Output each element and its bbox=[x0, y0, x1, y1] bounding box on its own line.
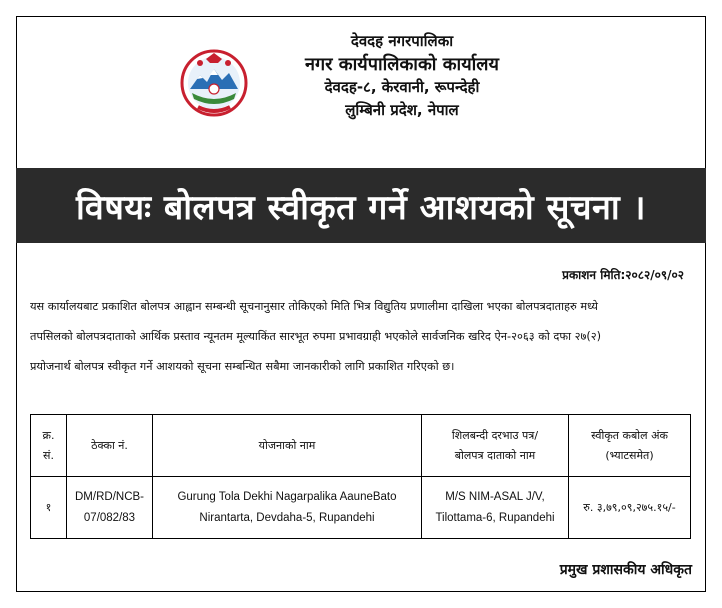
cell-project-name: Gurung Tola Dekhi Nagarpalika AauneBato Nirantarta, Devdaha-5, Rupandehi bbox=[153, 477, 422, 539]
header-project-name: योजनाको नाम bbox=[153, 415, 422, 477]
paragraph-line: तपसिलको बोलपत्रदाताको आर्थिक प्रस्ताव न्यूनतम मूल्याकिंत सारभूत रुपमा प्रभावग्राही भएकोले सार्वजनिक खरिद ऐन-२०६३ को दफा २७(२) bbox=[30, 330, 602, 343]
header-contract-no: ठेक्का नं. bbox=[67, 415, 153, 477]
subject-banner bbox=[16, 168, 706, 243]
paragraph-line: प्रयोजनार्थ बोलपत्र स्वीकृत गर्ने आशयको सूचना सम्बन्धित सबैमा जानकारीको लागि प्रकाशित गरिएको छ। bbox=[30, 360, 455, 373]
cell-accepted-amount: रु. ३,७९,०९,२७५.१५/- bbox=[569, 477, 691, 539]
municipality-name: देवदह नगरपालिका bbox=[350, 32, 454, 50]
province-country: लुम्बिनी प्रदेश, नेपाल bbox=[345, 101, 459, 119]
header-accepted-amount: स्वीकृत कबोल अंक (भ्याटसमेत) bbox=[569, 415, 691, 477]
table-row bbox=[31, 477, 691, 539]
cell-bidder-name: M/S NIM-ASAL J/V, Tilottama-6, Rupandehi bbox=[422, 477, 569, 539]
office-name: नगर कार्यपालिकाको कार्यालय bbox=[305, 54, 499, 75]
publication-date: प्रकाशन मिति:२०८२/०९/०२ bbox=[562, 268, 684, 282]
notice-paragraph bbox=[30, 292, 692, 382]
cell-serial: १ bbox=[31, 477, 67, 539]
government-emblem-icon bbox=[180, 49, 248, 117]
header-serial: क्र. सं. bbox=[31, 415, 67, 477]
signatory-title: प्रमुख प्रशासकीय अधिकृत bbox=[559, 562, 692, 578]
subject-title: विषयः बोलपत्र स्वीकृत गर्ने आशयको सूचना । bbox=[76, 187, 646, 228]
paragraph-line: यस कार्यालयबाट प्रकाशित बोलपत्र आह्वान सम्बन्धी सूचनानुसार तोकिएको मिति भित्र विद्युतिय प्रणालीमा दाखिला भएका बोलपत्रदाताहरु मध्ये bbox=[30, 300, 598, 313]
office-address: देवदह-८, केरवानी, रूपन्देही bbox=[324, 78, 480, 96]
organization-header bbox=[262, 30, 542, 122]
header-bidder-name: शिलबन्दी दरभाउ पत्र/ बोलपत्र दाताको नाम bbox=[422, 415, 569, 477]
cell-contract-no: DM/RD/NCB- 07/082/83 bbox=[67, 477, 153, 539]
bid-table bbox=[30, 414, 691, 539]
table-header-row bbox=[31, 415, 691, 477]
